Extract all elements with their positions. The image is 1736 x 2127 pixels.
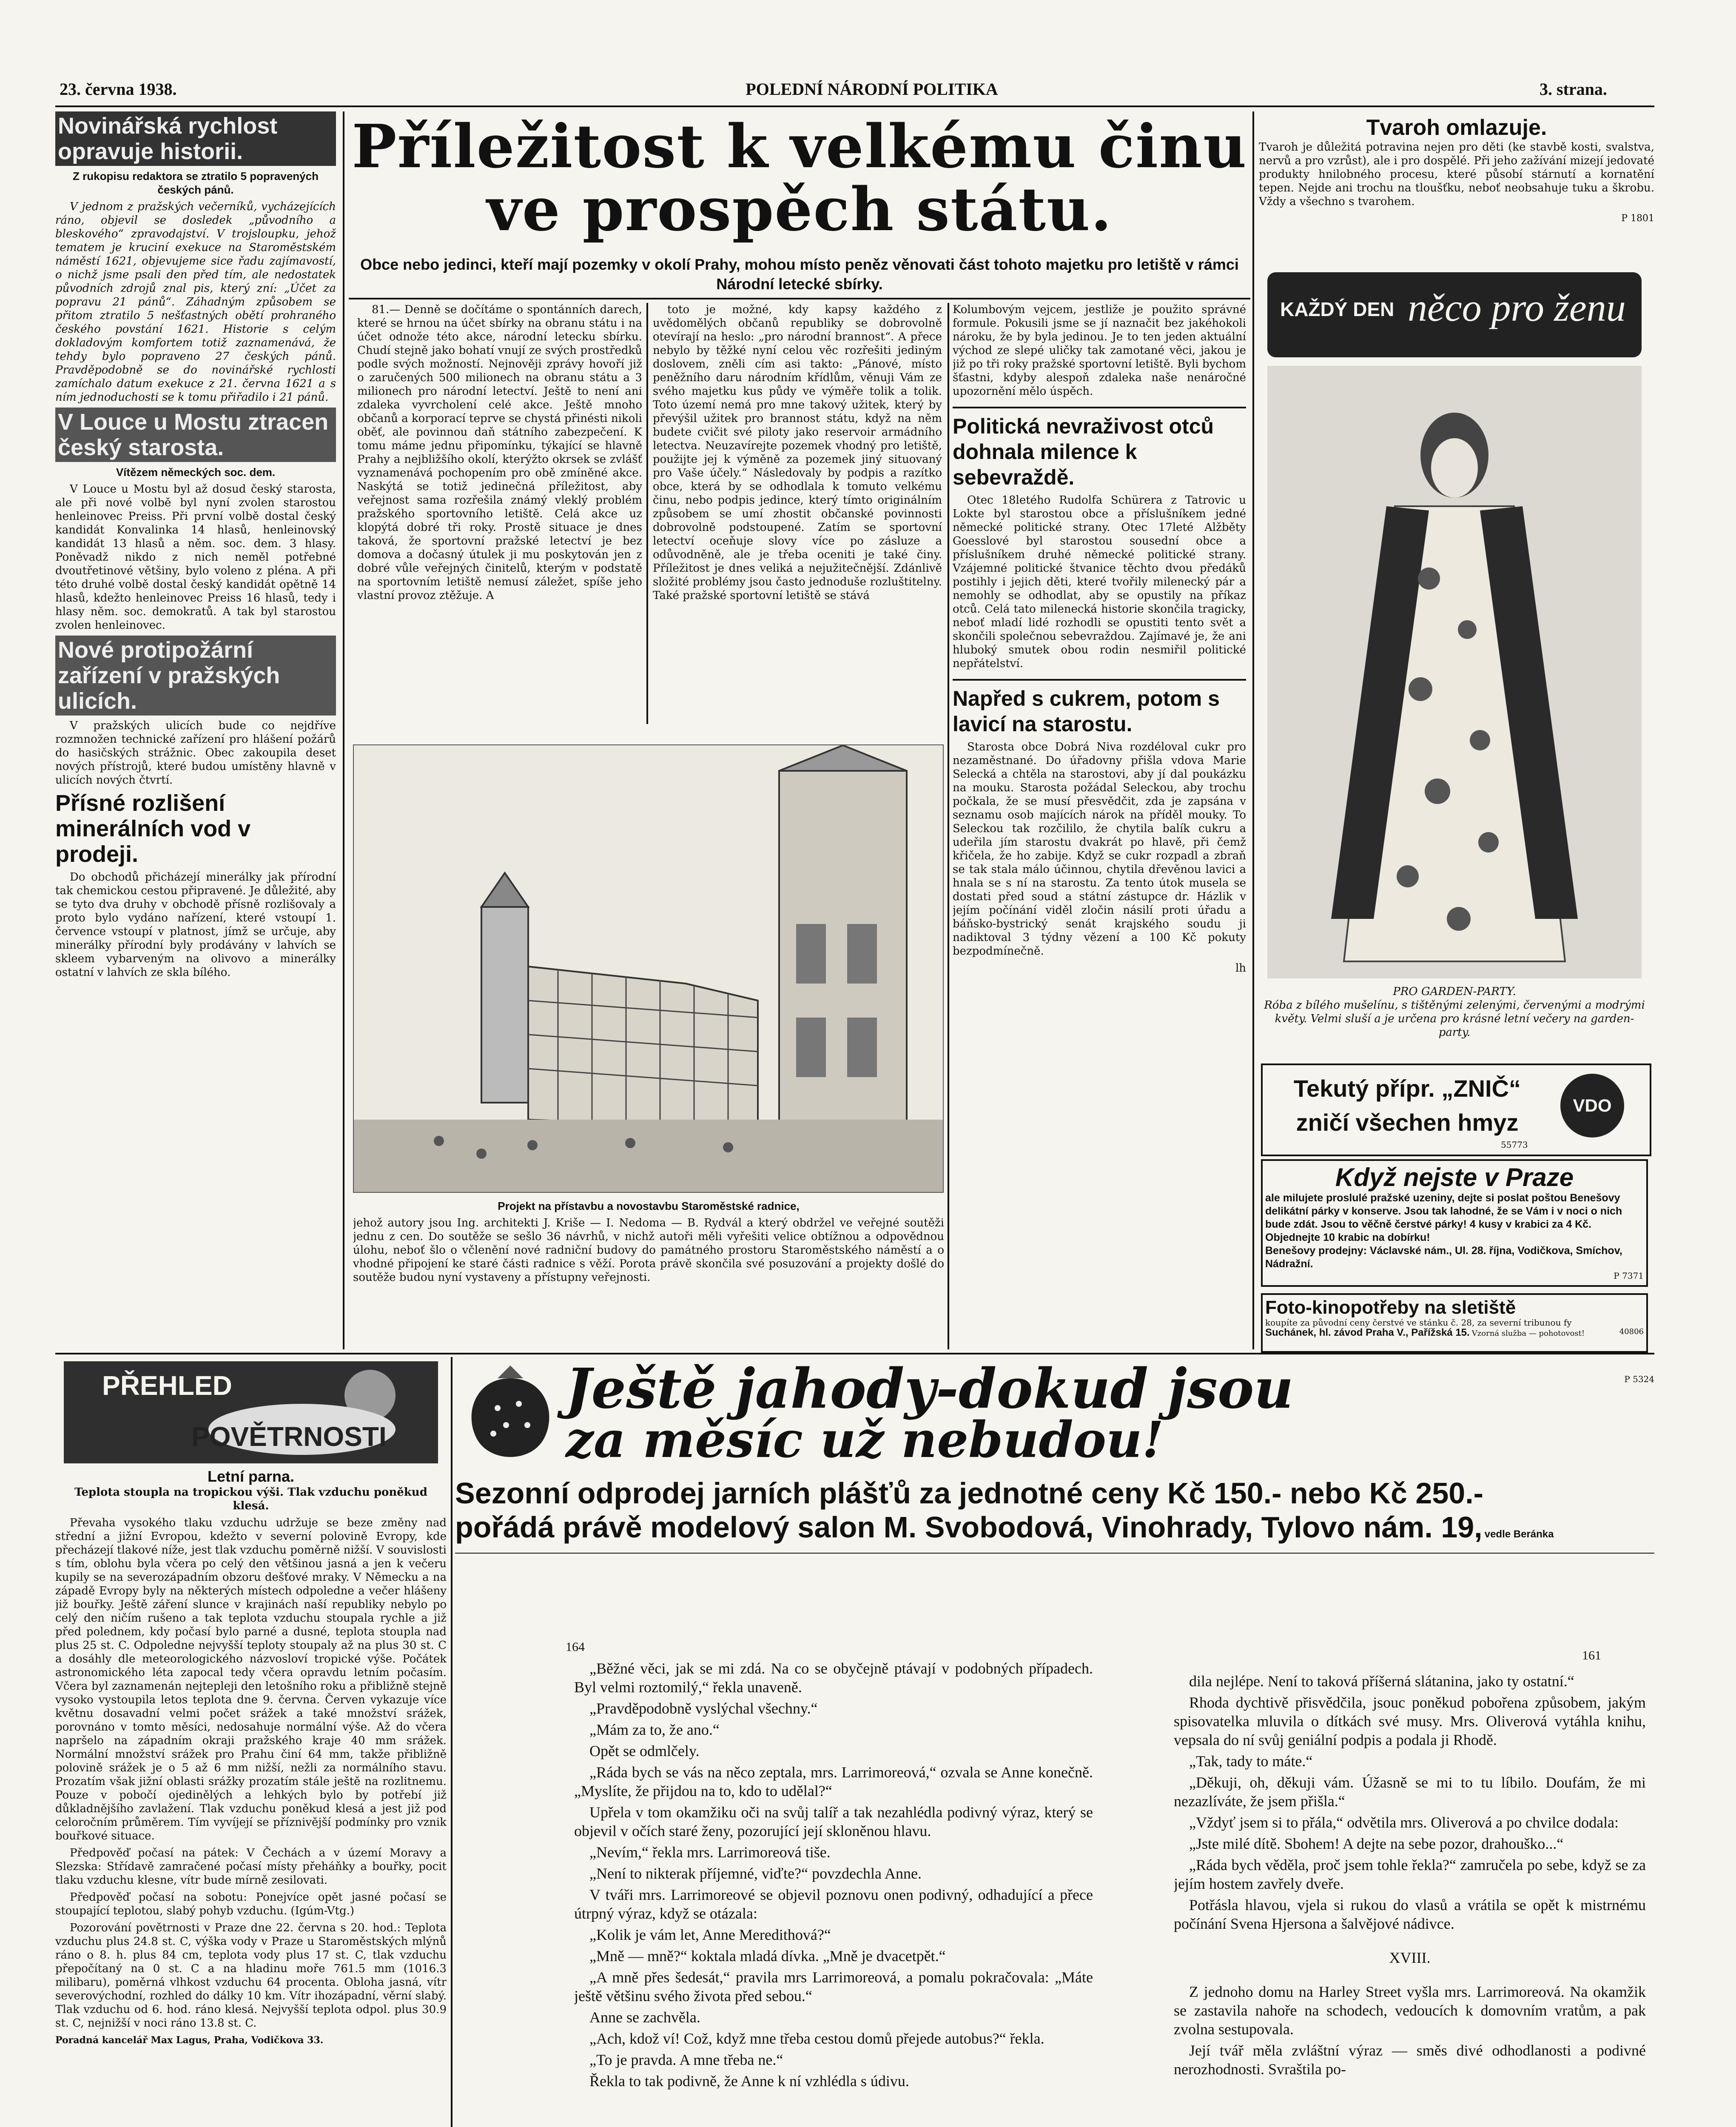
book-page-left-number: 164	[566, 1640, 585, 1654]
left-body-3: V pražských ulicích bude co nejdříve rozmnožen technické zařízení pro hlášení požárů do hasičských strážnic. Obec zakoupila deset nových přístrojů, které budou umístěny hlavně v ulicích nových čtvrtí.	[55, 719, 336, 787]
zinc-ad-code: 55773	[1501, 1140, 1528, 1150]
mid-column	[953, 303, 1246, 1349]
column-rule-4	[1252, 111, 1254, 1349]
column-rule-weather	[451, 1357, 452, 2127]
tvaroh-code: P 1801	[1621, 213, 1654, 224]
strawberry-line1: Ještě jahody-dokud jsou	[566, 1357, 1294, 1421]
zinc-ad-line1: Tekutý přípr. „ZNIČ“	[1293, 1075, 1521, 1102]
strawberry-line2: za měsíc už nebudou!	[566, 1411, 1164, 1469]
weather-logo-line2: POVĚTRNOSTI	[191, 1421, 387, 1452]
fashion-caption-text: Róba z bílého mušelínu, s tištěnými zelenými, červenými a modrými květy. Velmi sluší a je určena pro krásné letní večery na garden-party.	[1264, 999, 1645, 1039]
book-left-paragraph: „Mám za to, že ano.“	[589, 1721, 720, 1738]
lower-section-rule	[55, 1353, 1654, 1354]
book-right-paragraph: „Jste milé dítě. Sbohem! A dejte na sebe pozor, drahouško...“	[1189, 1835, 1564, 1852]
masthead-page: 3. strana.	[1540, 80, 1607, 99]
mid-body-1: Otec 18letého Rudolfa Schürera z Tatrovic u Lokte byl starostou obce a příslušníkem jedné německé politické strany. Otec 17leté Alžběty Goesslové byl starostou sousední obce a příslušníkem druhé německé politické strany. Vzájemné politické štvanice těchto dvou předáků postihly i jejich děti, které tvořily milenecký pár a nemohly se odhodlat, aby se opustily na příkaz otců. Celá tato milenecká historie skončila tragicky, neboť mladí lidé rozhodli se opustiti tento svět a skončili společnou sebevraždou. Zajímavé je, že ani hluboký smutek obou rodin nesmiřil politické nepřátelství.	[953, 494, 1246, 670]
suchanek-ad-title: Foto-kinopotřeby na sletiště	[1265, 1297, 1516, 1318]
neco-pro-zenu-label: něco pro ženu	[1408, 286, 1626, 329]
left-subhead-1: Z rukopisu redaktora se ztratilo 5 popravených českých pánů.	[73, 170, 319, 196]
book-right-paragraph: Rhoda dychtivě přisvědčila, jsouc poněkud pobořena způsobem, jakým spisovatelka mluvila o dítkách své musy. Mrs. Oliverová vytáhla knihu, vepsala do ní svůj geniální podpis a podala ji Rhodě.	[1174, 1694, 1646, 1748]
left-headline-4: Přísné rozlišení minerálních vod v prodeji.	[55, 790, 251, 867]
left-body-1: V jednom z pražských večerníků, vycházejících ráno, objevil se dosledek „původního a bleskového“ zpravodajství. V trojsloupku, jehož tematem je kruciní exekuce na Staroměstském náměstí 1621, objevujeme sice řadu zajímavostí, o nichž jsme psali den před tím, ale nedostatek původních zdrojů znal pis, který zní: „Účet za popravu 21 pánů“. Záhadným způsobem se přitom ztratilo 5 nešťastných obětí prohraného českého povstání 1621. Historie s celým dokladovým komfortem totiž zaznamenává, že tehdy bylo popraveno 27 českých pánů. Pravděpodobně se do novinářské rychlosti zamíchalo datum exekuce z 21. června 1621 a s ním jednoduchosti se k tomu přiřadilo i 21 pánů.	[55, 200, 336, 404]
svobodova-line1: Sezonní odprodej jarních plášťů za jednotné ceny Kč 150.- nebo Kč 250.-	[455, 1477, 1483, 1510]
book-left-column	[574, 1659, 1093, 2127]
weather-forecast-1: Předpověď počasí na pátek: V Čechách a v území Moravy a Slezska: Střídavě zamračené počasí místy přeháňky a bouřky, pocit tlaku vzduchu klesne, vítr bude mírně zesilovati.	[55, 1847, 447, 1887]
book-left-paragraph: Upřela v tom okamžiku oči na svůj talíř a tak nezahlédla podivný výraz, který se objevil v očích staré ženy, pozorující její skloněnou hlavu.	[574, 1804, 1093, 1839]
weather-logo-line1: PŘEHLED	[102, 1370, 232, 1401]
zinc-ad-line2: zničí všechen hmyz	[1296, 1109, 1519, 1136]
book-left-paragraph: „Mně — mně?“ koktala mladá dívka. „Mně je dvacetpět.“	[589, 1947, 946, 1964]
left-column	[55, 111, 336, 1349]
tvaroh-box	[1259, 115, 1654, 264]
benes-ad-stores: Benešovy prodejny: Václavské nám., Ul. 28. října, Vodičkova, Smíchov, Nádražní.	[1265, 1245, 1622, 1270]
main-col-2	[653, 303, 942, 728]
book-right-paragraph: Potřásla hlavou, vjela si rukou do vlasů a vrátila se opět k mistrnému počínání Svena Hjersona a šalvějové nádivce.	[1174, 1896, 1646, 1932]
weather-footer: Poradná kancelář Max Lagus, Praha, Vodičkova 33.	[55, 2035, 324, 2046]
book-left-paragraph: Řekla to tak podivně, že Anne k ní vzhlédla s údivu.	[589, 2073, 909, 2090]
book-right-column	[1174, 1672, 1646, 2127]
book-right-paragraph: „Ráda bych věděla, proč jsem tohle řekla?“ zamručela po sebe, když se za jejím hostem zavřely dveře.	[1174, 1856, 1646, 1892]
main-col-2-text: toto je možné, kdy kapsy každého z uvědomělých občanů republiky se dobrovolně otevírají na heslo: „pro národní brannost“. A přece nebylo by těžké nyní celou věc rozřešiti jediným doslovem, zněli cím asi takto: „Pánové, místo peněžního daru národním křídlům, věnuji Vám ze svého majetku kus půdy ve výměře tolik a tolik. Toto území nemá pro mne takový užitek, který by převýšil užitek pro brannost státu, když na něm budete cvičit své piloty jako reservoir armádního letectva. Neuzavírejte pozemek vhodný pro letiště, použijte jej k výměně za pozemek jiný situovaný pro Vaše účely.“ Následovaly by podpis a razítko obce, která by se odhodlala k tomuto velkému činu, nebo podpis jedince, který tímto originálním způsobem se umí zhostit občanské povinnosti dobrovolně podstoupené. Zatím se sportovní letectví oceňuje slovy více po zásluze a odůvodněně, ale je třeba oceniti je také činy. Příležitost je dnes veliká a nejužitečnější. Zdánlivě složité problémy jsou často jednoduše rozluštitelny. Také pražské sportovní letiště se stává	[653, 303, 942, 602]
masthead-paper: POLEDNÍ NÁRODNÍ POLITIKA	[746, 80, 998, 99]
tvaroh-body: Tvaroh je důležitá potravina nejen pro děti (ke stavbě kosti, svalstva, nervů a pro vzrůst), ale i pro dospělé. Při jeho zažívání mizejí jedovaté produkty hnilobného procesu, které působí stárnutí a kornatění tepen. Nejde ani trochu na tloušťku, neboť neobsahuje tuku a škrobu. Vždy a všechno s tvarohem.	[1259, 141, 1654, 208]
weather-logo	[64, 1361, 438, 1463]
book-left-paragraph: „Pravděpodobně vyslýchal všechny.“	[589, 1700, 818, 1717]
book-left-paragraph: Anne se zachvěla.	[589, 2009, 700, 2026]
book-chapter: XVIII.	[1389, 1949, 1431, 1966]
strawberry-banner	[459, 1357, 1654, 1472]
left-body-4: Do obchodů přicházejí minerálky jak přírodní tak chemickou cestou připravené. Je důležité, aby se tyto dva druhy v obchodě přísně rozlišovaly a proto bylo vydáno nařízení, které vstoupí 1. července vstoupí v platnost, jímž se určuje, aby minerálky přírodní byly prodávány v lahvích se skleem vybarveným na olivovo a minerálky ostatní v lahvích ze skla bílého.	[55, 871, 336, 979]
weather-body: Převaha vysokého tlaku vzduchu udržuje se beze změny nad střední a jižní Evropou, kdežto v severní polovině Evropy, kde přecházejí tlakové níže, jest tlak vzduchu poměrně nižší. V souvislosti s tím, oblohu byla včera po celý den většinou jasná a jen k večeru kupily se na severozápadním obzoru dešťové mraky. V Německu a na západě Evropy byly na některých místech odpoledne a večer hlášeny již bouřky. Ještě záření slunce v krajinách naší republiky nebylo po celý den ničím rušeno a tak teplota vzduchu stoupala rychle a již před polednem, kdy počasí bylo parné a dusné, teplota stoupla nad plus 25 st. C. Odpoledne nejvyšší teploty stoupaly až na plus 30 st. C a dosáhly dle meteorologického názvosloví tropické výše. Počátek astronomického léta zapocal tedy včera opravdu letním počasím. Včera byl zaznamenán nejtepleji den letošního roku a přibližně stejně vysoko vystoupila letos teplota dne 9. června. Červen vykazuje více květnu dosavadní velmi počet srážek a také množství srážek, porovnáno v tomto měsíci, nedosahuje normální výše. Až do včera napršelo na západním okraji pražského kraje 40 mm srážek. Normální množství srážek pro Prahu činí 64 mm, takže přibližně polovině srážek je o 5 až 6 mm nižší, nežli za normálního stavu. Prozatím však jižní oblasti srážky prozatím stále ještě na rozlitnemu. Pouze v pobočí ojedinělých a lehkých bylo by potřebí již důkladnějšího zavlažení. Tlak vzduchu poněkud klesá a jest již pod celoročním průměrem. Tím vyvíjejí se příznivější podmínky pro vznik bouřkové situace.	[55, 1517, 447, 1842]
book-left-paragraph: Opět se odmlčely.	[589, 1742, 700, 1759]
main-col-1	[357, 303, 642, 728]
illustration-caption-title: Projekt na přístavbu a novostavbu Staroměstské radnice,	[498, 1200, 800, 1212]
suchanek-ad-body: koupíte za původní ceny čerstvé ve stánku č. 28, za severní tribunou fy	[1265, 1317, 1572, 1328]
benes-ad-body: ale milujete proslulé pražské uzeniny, dejte si poslat poštou Benešovy delikátní párky v konserve. Jsou tak lahodné, že se Vám i v noci o nich bude zdát. Jsou to věčně čerstvé párky! 4 kusy v krabici za 4 Kč. Objednejte 10 krabic na dobírku!	[1265, 1192, 1622, 1243]
book-left-paragraph: „A mně přes šedesát,“ pravila mrs Larrimoreová, a pomalu pokračovala: „Máte ještě většinu svého života před sebou.“	[574, 1969, 1093, 2004]
mid-author: lh	[1235, 962, 1246, 975]
column-rule-3	[948, 303, 949, 1349]
suchanek-ad-note: Vzorná služba — pohotovost!	[1471, 1329, 1585, 1338]
illustration-caption-block	[353, 1198, 944, 1342]
fashion-caption-block	[1261, 985, 1648, 1061]
main-col-1-text: 81.— Denně se dočítáme o spontánních darech, které se hrnou na účet sbírky na obranu státu i na účet odnože této akce, národní letecku sbírku. Chudí stejně jako bohatí vnují ze svých prostředků podle svých možností. Nejnověji zprávy hovoří již o zaručených 500 milionech na obranu státu a 3 milionech pro národní letectví. Ještě to není ani zdaleka vyvrcholení celé akce. Ještě mnoho občanů a korporací teprve se chystá přinésti nikoli oběť, ale povinnou daň státního zabezpečení. K tomu máme jednu připomínku, týkající se hlavně Prahy a nejbližšího okolí, kterýžto okrsek se zvlášť vyznamenává pochopením pro obě zmíněné akce. Naskýtá se totiž jedinečná příležitost, aby veřejnost sama rozřešila známý vleklý problém pražského sportovního letiště. Celá akce uz klopýtá dobré tři roky. Prostě situace je dnes taková, že sportovní pražské letectví je bez domova a dočasný útulek ji mu poskytován jen z dobré vůle veřejných činitelů, kterým v podstatě na sportovním letiště nemusí záležet, spíše jeho vlastní provoz ztěžuje. A	[357, 303, 642, 602]
mid-headline-1: Politická nevraživost otců dohnala milence k sebevraždě.	[953, 414, 1214, 489]
suchanek-ad-name: Suchánek, hl. závod Praha V., Pařížská 15.	[1265, 1327, 1470, 1338]
book-right-paragraph: „Tak, tady to máte.“	[1189, 1753, 1313, 1770]
svobodova-line2: pořádá právě modelový salon M. Svobodová, Vinohrady, Tylovo nám. 19,	[455, 1511, 1483, 1544]
book-left-paragraph: „Nevím,“ řekla mrs. Larrimoreová tiše.	[589, 1844, 831, 1861]
main-headline-1: Příležitost k velkému činu	[352, 112, 1247, 182]
book-right-paragraph: „Děkuji, oh, děkuji vám. Úžasně se mi to tu líbilo. Doufám, že mi nezazlíváte, že jsem přišla.“	[1174, 1774, 1646, 1810]
book-right-paragraph: dila nejlépe. Není to taková příšerná slátanina, jako ty ostatní.“	[1189, 1673, 1574, 1690]
benes-ad-title: Když nejste v Praze	[1335, 1163, 1574, 1192]
town-hall-illustration	[353, 744, 944, 1193]
fashion-photo	[1267, 366, 1642, 978]
zinc-ad-badge: VDO	[1560, 1074, 1624, 1138]
weather-sub: Teplota stoupla na tropickou výši. Tlak vzduchu poněkud klesá.	[74, 1486, 427, 1512]
book-left-paragraph: „Kolik je vám let, Anne Meredithová?“	[589, 1926, 831, 1943]
main-subhead: Obce nebo jedinci, kteří mají pozemky v okolí Prahy, mohou místo peněz věnovati část tohoto majetku pro letiště v rámci Národní letecké sbírky.	[360, 256, 1239, 293]
weather-forecast-2: Předpověď počasí na sobotu: Ponejvíce opět jasné počasí se stoupající teplotou, slabý pohyb vzduchu. (Igúm-Vtg.)	[55, 1891, 447, 1917]
mid-body-2: Starosta obce Dobrá Niva rozdéloval cukr pro nezaměstnané. Do úřadovny přišla vdova Marie Selecká a chtěla na starostovi, aby jí dal poukázku na mouku. Starosta požádal Seleckou, aby trochu počkala, že se musí přesvědčit, zda je zapsána v seznamu osob majících nárok na příděl mouky. To Seleckou tak rozčililo, že chytila balík cukru a udeřila jím starostu dvakrát po hlavě, při čemž křičela, že ho zabije. Když se cukr rozpadl a zbraň se tak stala málo účinnou, chytila dřevěnou lavici a hnala se s ní na starostu. Za tento útok musela se dostati před soud a státní zástupce dr. Házlik v jejím počínání viděl zločin násilí proti úřadu a báňsko-bystrický senát krajského soudu ji nadiktoval 3 týdny vězení a 100 Kč pokuty bezpodmínečně.	[953, 741, 1246, 958]
book-page-right-number: 161	[1582, 1648, 1601, 1662]
book-top-rule	[455, 1553, 1654, 1554]
suchanek-ad	[1261, 1293, 1648, 1353]
illustration-caption-text: jehož autory jsou Ing. architekti J. Kriše — I. Nedoma — B. Rydvál a který obdržel ve veřejné soutěži jednu z cen. Do soutěže se sešlo 36 návrhů, v nichž autoři měli vyřešiti velice obtížnou a odpovědnou úlohu, neboť šlo o včlenění nové radniční budovy do památného prostoru Staroměstského náměstí a o vhodné připojení ke staré části radnice s věží. Porota právě skončila své posuzování a projekty došlé do soutěže budou nyní vystaveny a přístupny veřejnosti.	[353, 1217, 944, 1284]
book-right-paragraph: „Vždyť jsem si to přála,“ odvětila mrs. Oliverová a po chvilce dodala:	[1189, 1814, 1619, 1831]
book-left-paragraph: „Běžné věci, jak se mi zdá. Na co se obyčejně ptávají v podobných případech. Byl velmi roztomilý,“ řekla unaveně.	[574, 1660, 1093, 1696]
book-left-paragraph: „Ach, kdož ví! Což, když mne třeba cestou domů přejede autobus?“ řekla.	[589, 2030, 1044, 2047]
main-sub-rule	[349, 298, 1250, 299]
left-headline-3: Nové protipožární zařízení v pražských ulicích.	[55, 636, 336, 716]
weather-observation: Pozorování povětrnosti v Praze dne 22. června s 20. hod.: Teplota vzduchu plus 24.8 st. C, výška vody v Praze u Staroměstských mlýnů ráno o 8. h. plus 84 cm, teplota vody plus 17 st. C, tlak vzduchu přepočítaný na 0 st. C a na hladinu moře 761.5 mm (1016.3 milibaru), poměrná vlhkost vzduchu 64 procenta. Obloha jasná, vítr severovýchodní, rozhled do dálky 10 km. Vítr ihozápadní, věrní slabý. Tlak vzduchu od 6. hod. ráno klesá. Nejvyšší teplota odpol. plus 30.9 st. C, nejnižší v noci ráno 13.8 st. C.	[55, 1922, 447, 2030]
book-left-paragraph: „To je pravda. A mne třeba ne.“	[589, 2051, 783, 2068]
mid-headline-2: Napřed s cukrem, potom s lavicí na starostu.	[953, 687, 1220, 736]
kazdy-den-label: KAŽDÝ DEN	[1280, 298, 1394, 320]
left-headline-2: V Louce u Mostu ztracen český starosta.	[55, 408, 336, 462]
svobodova-ad	[455, 1476, 1654, 1548]
column-rule-2	[646, 303, 648, 724]
weather-column	[55, 1468, 447, 2127]
left-body-2: V Louce u Mostu byl až dosud český starosta, ale při nové volbě byl nyní zvolen starostou henleinovec Preiss. Při první volbě dostal český kandidát Konvalinka 14 hlasů, henleinovský kandidát 13 hlasů a něm. soc. dem. 3 hlasy. Poněvadž nikdo z nich neměl potřebné dvoutřetinové většiny, bylo voleno z pléna. A při této druhé volbě dostal český kandidát opětně 14 hlasů, kdežto henleinovec Preiss 16 hlasů, tedy i hlasy něm. soc. demokratů. A tak byl starostou zvolen henleinovec.	[55, 483, 336, 632]
suchanek-ad-code: 40806	[1619, 1327, 1644, 1336]
weather-title: Letní parna.	[207, 1468, 295, 1485]
book-right2-paragraph: Z jednoho domu na Harley Street vyšla mrs. Larrimoreová. Na okamžik se zastavila nahoře na schodech, vedoucích k domovním vratům, a pak zvolna sestupovala.	[1174, 1983, 1646, 2038]
tvaroh-title: Tvaroh omlazuje.	[1366, 115, 1547, 140]
book-left-paragraph: V tváři mrs. Larrimoreové se objevil poznovu onen podivný, odhadující a přece útrpný výraz, když se otázala:	[574, 1886, 1093, 1922]
fashion-caption-title: PRO GARDEN-PARTY.	[1393, 985, 1516, 998]
book-left-paragraph: „Není to nikterak příjemné, viďte?“ povzdechla Anne.	[589, 1865, 922, 1882]
kazdy-den-banner	[1267, 272, 1642, 357]
strawberry-code: P 5324	[1624, 1374, 1654, 1384]
main-headline-2: ve prospěch státu.	[487, 175, 1113, 245]
book-right2-paragraph: Její tvář měla zvláštní výraz — směs divé odhodlanosti a podivné nerozhodnosti. Svraštila po-	[1174, 2042, 1646, 2078]
mid-top-text: Kolumbovým vejcem, jestliže je použito správné formule. Pokusili jsme se jí naznačit bez jakéhokoli nároku, že by byla jedinou. Je to ten jeden aktuální východ ze slepé uličky tak zamotané věci, jakou je již po tři roky pražské sportovní letiště. Byli bychom šťastni, kdyby alespoň zdaleka naše nenáročné upozornění mělo úspěch.	[953, 303, 1246, 398]
zinc-ad	[1261, 1064, 1651, 1156]
book-left-paragraph: „Ráda bych se vás na něco zeptala, mrs. Larrimoreová,“ ozvala se Anne konečně. „Myslíte, že přijdou na to, kdo to udělal?“	[574, 1764, 1093, 1799]
benes-ad-code: P 7371	[1614, 1271, 1644, 1281]
left-subhead-2: Vítězem německých soc. dem.	[116, 466, 276, 479]
benes-ad	[1261, 1159, 1648, 1287]
masthead-rule	[55, 105, 1654, 107]
column-rule-1	[343, 111, 344, 1349]
left-headline-1: Novinářská rychlost opravuje historii.	[55, 111, 336, 166]
masthead-date: 23. června 1938.	[60, 80, 177, 99]
svobodova-side: vedle Beránka	[1484, 1528, 1554, 1540]
